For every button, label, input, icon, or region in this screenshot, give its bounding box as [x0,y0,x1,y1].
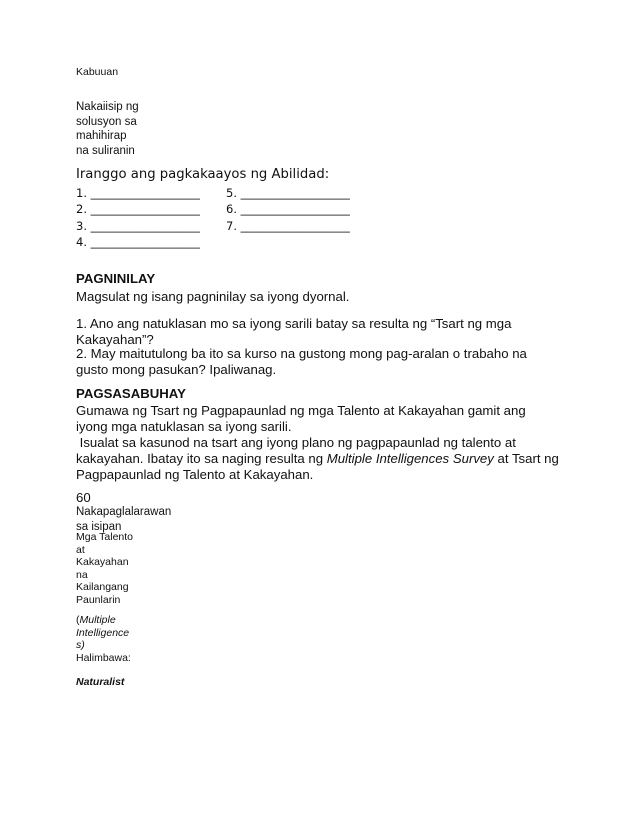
rank-blank-6: 6. ___________________ [226,202,350,217]
cell-line: Kakayahan [76,556,129,568]
text-line [76,451,559,467]
rank-heading: Iranggo ang pagkakaayos ng Abilidad: [76,167,330,182]
rank-list [76,185,376,251]
text-line: Pagpapaunlad ng Talento at Kakayahan. [76,467,314,482]
pagninilay-question-2 [76,346,527,378]
table-cell-nakapaglalarawan [76,505,171,534]
rank-blank-1: 1. ___________________ [76,186,200,200]
text-line: 1. Ano ang natuklasan mo sa iyong sarili batay sa resulta ng “Tsart ng mga [76,316,512,331]
cell-line: sa isipan [76,520,122,533]
rank-blank-2: 2. ___________________ [76,202,200,217]
rank-blank-7: 7. ___________________ [226,218,350,233]
pagninilay-intro: Magsulat ng isang pagninilay sa iyong dyornal. [76,289,350,304]
cell-line: solusyon sa [76,115,137,128]
survey-title: Multiple Intelligences Survey [326,451,494,466]
rank-row [76,218,376,234]
text-run: at Tsart ng [493,451,559,466]
cell-line: Mga Talento [76,531,134,543]
cell-line: na [76,568,88,581]
text-line: 2. May maitutulong ba ito sa kurso na gustong mong pag-aralan o trabaho na [76,346,527,361]
pagsasabuhay-heading: PAGSASABUHAY [76,386,186,401]
pagninilay-heading: PAGNINILAY [76,271,156,286]
cell-line: na suliranin [76,144,135,157]
paren: ( [76,614,80,626]
table-header-mga-talento [76,531,133,606]
page-number: 60 [76,490,91,505]
text-line: Isualat sa kasunod na tsart ang iyong plano ng pagpapaunlad ng talento at [76,435,516,450]
text-line: Kakayahan”? [76,332,154,347]
pagninilay-question-1 [76,316,511,348]
text-line: iyong mga natuklasan sa iyong sarili. [76,419,292,434]
rank-blank-4: 4. ___________________ [76,235,200,250]
rank-row [76,201,376,217]
cell-line: mahihirap [76,130,127,142]
cell-line: Nakapaglalarawan [76,506,172,518]
cell-line: Paunlarin [76,593,121,606]
mi-word: Multiple [79,614,116,626]
cell-line [76,614,129,627]
text-run: kakayahan. Ibatay ito sa naging resulta ng [76,451,327,466]
text-line: gusto mong pasukan? Ipaliwanag. [76,362,277,377]
rank-row [76,185,376,201]
cell-line: s) [76,639,85,651]
rank-row [76,234,376,250]
cell-line: Intelligence [76,626,130,639]
kabuuan-label: Kabuuan [76,66,119,78]
pagsasabuhay-paragraph [76,403,559,483]
rank-blank-3: 3. ___________________ [76,218,200,233]
text-line: Gumawa ng Tsart ng Pagpapaunlad ng mga Talento at Kakayahan gamit ang [76,403,526,418]
table-cell-nakaiisip [76,100,139,158]
multiple-intelligences-label [76,614,129,652]
cell-line: Nakaiisip ng [76,101,139,113]
cell-line: at [76,543,85,556]
halimbawa-label: Halimbawa: [76,652,131,664]
rank-blank-5: 5. ___________________ [226,186,350,200]
cell-line: Kailangang [76,581,129,593]
naturalist-label: Naturalist [76,676,125,688]
